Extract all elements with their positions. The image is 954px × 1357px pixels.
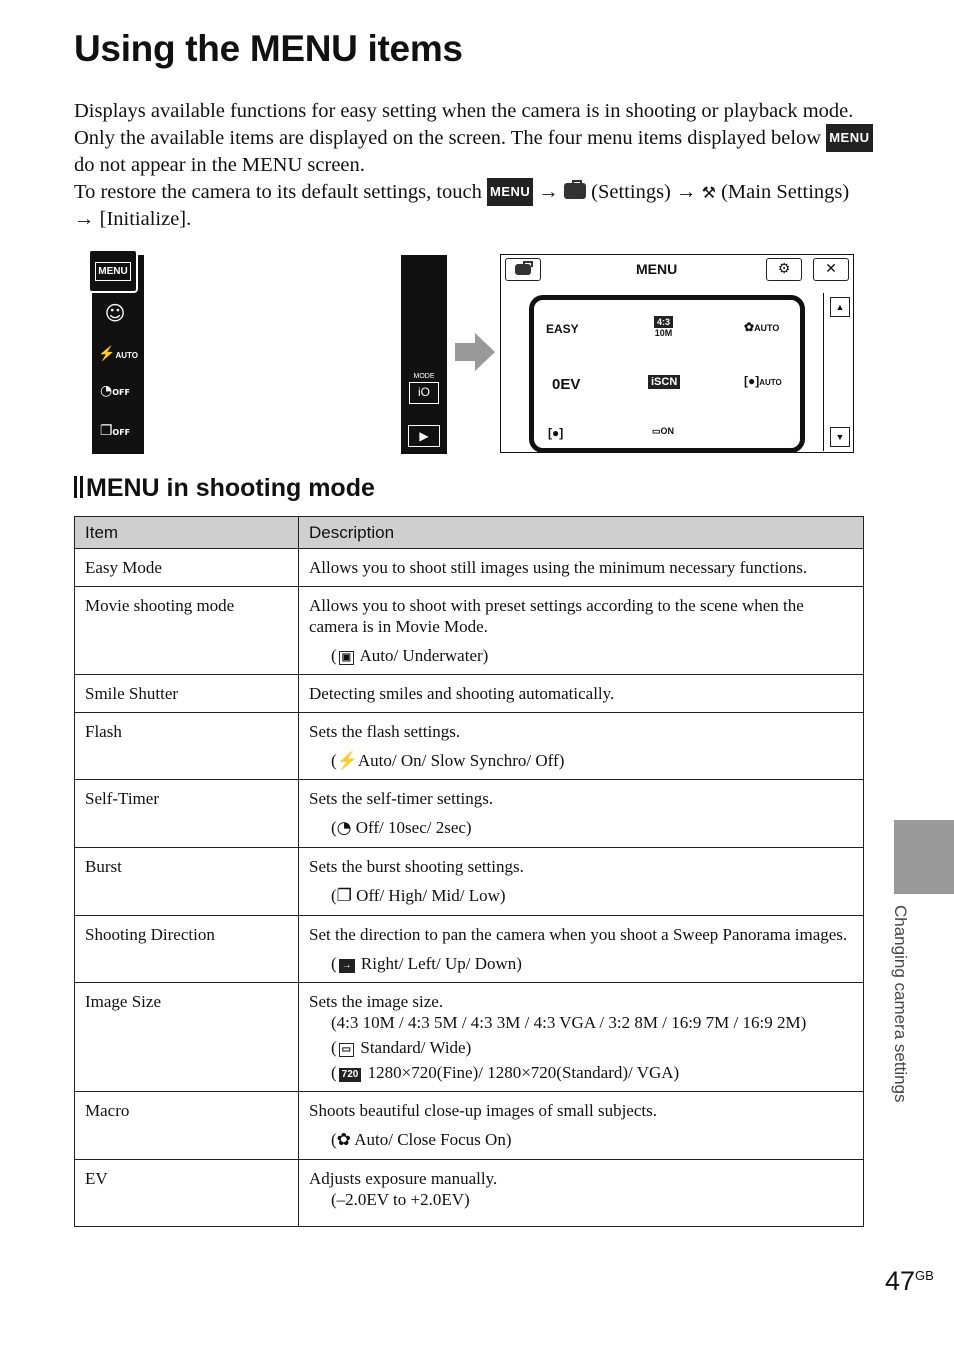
menu-button[interactable]: MENU [88,249,138,293]
row-item: Flash [75,713,299,780]
menu-header [501,255,853,285]
scroll-down-button[interactable]: ▼ [830,427,850,447]
table-row [75,916,864,983]
row-desc: Sets the image size. (4:3 10M / 4:3 5M / 4:3 3M / 4:3 VGA / 3:2 8M / 16:9 7M / 16:9 2M) ( ▭ Standard/ Wide) ( 720 1280×720(Fine)/ 1280×720(Standard)/ VGA) [299,983,864,1092]
row-item: Movie shooting mode [75,587,299,675]
row-item: Macro [75,1092,299,1160]
intro-p2a: To restore the camera to its default settings, touch [74,181,482,203]
row-desc: Set the direction to pan the camera when you shoot a Sweep Panorama images. ( → Right/ Left/ Up/ Down) [299,916,864,983]
macro-item[interactable]: ✿AUTO [744,320,780,334]
row-desc: Allows you to shoot with preset settings according to the scene when the camera is in Movie Mode. ( ▣ Auto/ Underwater) [299,587,864,675]
self-timer-off-icon[interactable]: ◔OFF [100,383,130,399]
smile-item[interactable]: [●] [548,426,564,440]
arrow-icon: → [676,181,697,203]
easy-mode-item[interactable]: EASY [546,322,579,336]
intro-p2b: (Settings) [591,181,671,203]
row-item: Self-Timer [75,780,299,848]
ev-item[interactable]: 0EV [552,376,581,393]
viewfinder-area [144,255,401,454]
menu-body [501,285,853,452]
left-menu-strip [92,255,144,454]
arrow-icon: → [74,208,95,230]
image-size-item[interactable]: 4:3 10M [654,317,673,338]
self-timer-icon: ◔ [336,818,352,838]
table-row [75,983,864,1092]
scene-item[interactable]: iSCN [648,374,680,389]
menu-items-panel [529,295,805,453]
camera-screen-shooting [92,255,447,454]
aspect-standard-icon: ▭ [339,1043,354,1057]
scroll-bar [823,293,854,451]
section-heading: MENU in shooting mode [74,474,375,503]
hd-fine-icon: 720 [339,1068,362,1082]
row-item: EV [75,1160,299,1227]
header-item: Item [75,517,299,549]
burst-icon: ❐ [336,886,352,906]
intro-p2c: (Main Settings) [721,181,850,203]
gear-button[interactable]: ⚙ [766,258,802,281]
arrow-right-icon [455,333,495,371]
page-title: Using the MENU items [74,28,463,69]
row-desc: Allows you to shoot still images using the minimum necessary functions. [299,549,864,587]
header-desc: Description [299,517,864,549]
chapter-tab [894,820,954,894]
chapter-label: Changing camera settings [891,905,910,1103]
intro-p1b: do not appear in the MENU screen. [74,154,365,176]
close-button[interactable]: ✕ [813,258,849,281]
menu-table [74,516,864,1227]
row-desc: Sets the flash settings. (⚡Auto/ On/ Slow Synchro/ Off) [299,713,864,780]
wrench-icon: ⚒ [701,183,716,202]
toolbox-icon [515,264,531,275]
arrow-icon: → [538,181,559,203]
table-header [75,517,864,549]
row-item: Smile Shutter [75,675,299,713]
flash-auto-icon: ⚡ [336,751,358,770]
camera-screen-menu [500,254,854,453]
play-button[interactable]: ▶ [408,425,440,447]
camera-icon: iO [409,382,439,404]
burst-off-icon[interactable]: ❐OFF [99,423,131,439]
mode-button[interactable]: MODE iO [408,373,440,407]
table-row [75,780,864,848]
menu-icon: MENU [487,178,533,206]
face-detect-item[interactable]: [●]AUTO [744,374,782,388]
table-row [75,675,864,713]
right-strip [401,255,447,454]
toolbox-icon [564,183,586,199]
row-item: Shooting Direction [75,916,299,983]
menu-title: MENU [636,261,678,277]
smile-icon[interactable]: ☺ [104,301,126,325]
flash-auto-icon[interactable]: ⚡AUTO [98,345,138,361]
table-row [75,848,864,916]
page-number: $47^{GB}$ [885,1266,934,1296]
table-row [75,549,864,587]
row-desc: Sets the burst shooting settings. (❐ Off/ High/ Mid/ Low) [299,848,864,916]
movie-auto-icon: ▣ [339,651,354,665]
menu-icon: MENU [826,124,872,152]
row-desc: Detecting smiles and shooting automatically. [299,675,864,713]
intro-p1a: Displays available functions for easy setting when the camera is in shooting or playback mode. Only the available items are displayed on the screen. The four menu items displayed below [74,100,854,149]
section-marker [74,476,83,498]
row-item: Burst [75,848,299,916]
intro-text [74,98,874,232]
table-row [75,587,864,675]
row-desc: Adjusts exposure manually. (–2.0EV to +2.0EV) [299,1160,864,1227]
row-desc: Shoots beautiful close-up images of small subjects. (✿ Auto/ Close Focus On) [299,1092,864,1160]
row-item: Image Size [75,983,299,1092]
row-item: Easy Mode [75,549,299,587]
macro-icon: ✿ [336,1130,351,1150]
on-item[interactable]: ▭ON [652,426,675,436]
table-row [75,1092,864,1160]
scroll-up-button[interactable]: ▲ [830,297,850,317]
row-desc: Sets the self-timer settings. (◔ Off/ 10sec/ 2sec) [299,780,864,848]
toolbox-button[interactable] [505,258,541,281]
table-row [75,713,864,780]
table-row [75,1160,864,1227]
arrow-right-icon: → [339,959,355,973]
intro-p2d: [Initialize]. [99,208,192,230]
